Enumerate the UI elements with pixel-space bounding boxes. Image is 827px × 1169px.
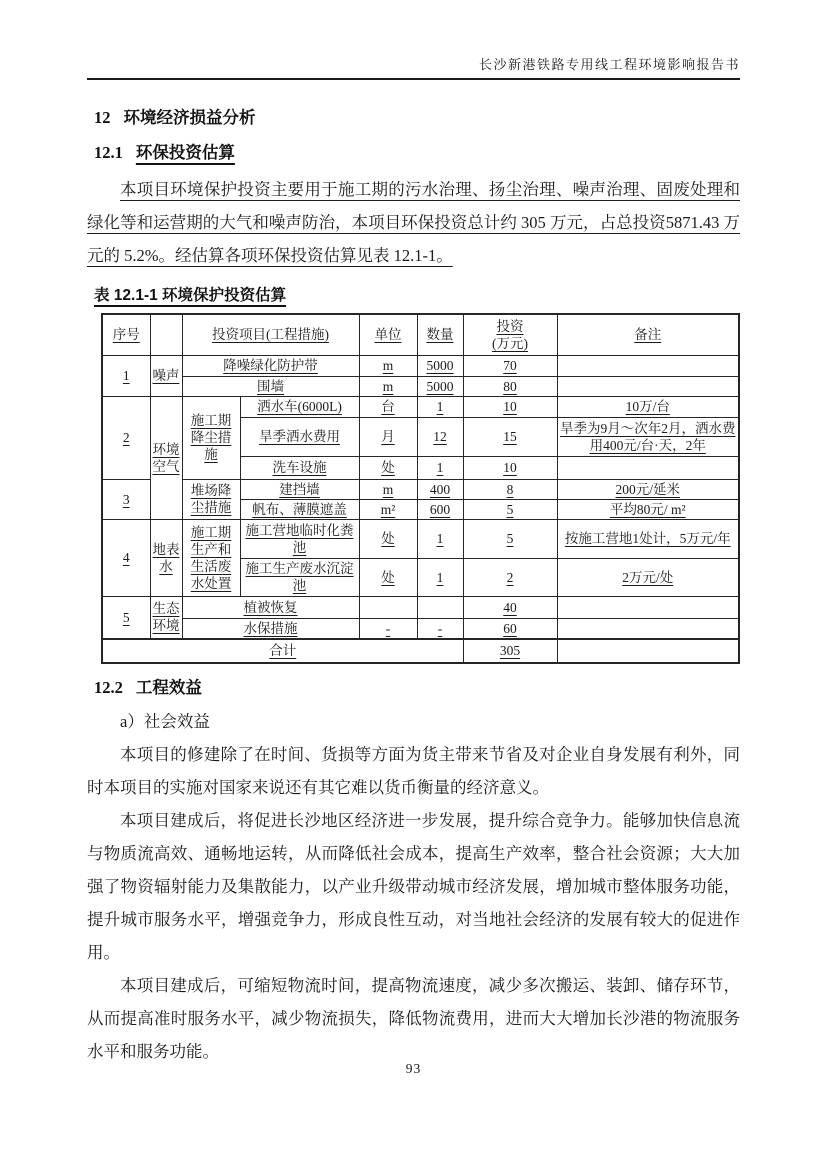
table-cell: 8 xyxy=(463,479,557,499)
table-cell: 40 xyxy=(463,596,557,618)
table-cell: 水保措施 xyxy=(182,618,359,639)
table-cell: 1 xyxy=(417,519,463,558)
table-row xyxy=(102,396,739,417)
table-cell: 5000 xyxy=(417,355,463,376)
col-header-seq: 序号 xyxy=(102,314,150,355)
col-header-investment xyxy=(463,314,557,355)
table-cell: - xyxy=(359,618,417,639)
paragraph-social-benefit-1: 本项目的修建除了在时间、货损等方面为货主带来节省及对企业自身发展有利外，同时本项目的实施对国家来说还有其它难以货币衡量的经济意义。 xyxy=(87,744,740,797)
table-cell xyxy=(557,456,739,479)
table-cell: 洗车设施 xyxy=(240,456,359,479)
section-12-heading xyxy=(94,107,740,129)
table-cell: 15 xyxy=(463,417,557,456)
section-12-title: 环境经济损益分析 xyxy=(123,109,256,127)
table-row xyxy=(102,376,739,396)
subsection-a-label: a）社会效益 xyxy=(120,711,210,731)
table-cell: 200元/延米 xyxy=(557,479,739,499)
table-cell: 1 xyxy=(417,396,463,417)
col-header-qty: 数量 xyxy=(417,314,463,355)
table-cell: 80 xyxy=(463,376,557,396)
table-cell: 5 xyxy=(463,499,557,519)
table-cell xyxy=(557,355,739,376)
table-cell: 处 xyxy=(359,456,417,479)
col-header-category xyxy=(150,314,182,355)
table-cell: 10 xyxy=(463,456,557,479)
table-cell: 植被恢复 xyxy=(182,596,359,618)
table-cell: 环境空气 xyxy=(150,396,182,519)
page-number: 93 xyxy=(405,1061,422,1076)
table-cell: 月 xyxy=(359,417,417,456)
table-cell: 噪声 xyxy=(150,355,182,396)
table-cell: 10万/台 xyxy=(557,396,739,417)
table-cell: 旱季为9月～次年2月，洒水费用400元/台·天，2年 xyxy=(557,417,739,456)
table-cell: 处 xyxy=(359,558,417,596)
table-row xyxy=(102,596,739,618)
table-cell: 台 xyxy=(359,396,417,417)
table-cell: 地表水 xyxy=(150,519,182,596)
table-cell: 施工期降尘措施 xyxy=(182,396,240,479)
paragraph-investment-summary: 本项目环境保护投资主要用于施工期的污水治理、扬尘治理、噪声治理、固废处理和绿化等和运营期的大气和噪声防治，本项目环保投资总计约 305 万元，占总投资5871.43 万元的 5.2%。经估算各项环保投资估算见表 12.1-1。 xyxy=(87,180,740,265)
table-cell: 10 xyxy=(463,396,557,417)
table-cell: 1 xyxy=(102,355,150,396)
table-cell: 平均80元/ m² xyxy=(557,499,739,519)
section-12-1-heading xyxy=(94,142,740,164)
table-cell: m xyxy=(359,479,417,499)
col-header-remark: 备注 xyxy=(557,314,739,355)
table-header-row xyxy=(102,314,739,355)
table-total-row xyxy=(102,639,739,663)
table-cell: 1 xyxy=(417,558,463,596)
table-cell: 堆场降尘措施 xyxy=(182,479,240,519)
table-caption: 表 12.1-1 环境保护投资估算 xyxy=(94,287,287,304)
section-12-2-heading xyxy=(94,677,740,699)
table-cell: 2 xyxy=(463,558,557,596)
table-total-investment: 305 xyxy=(463,639,557,663)
paragraph-social-benefit-3: 本项目建成后，可缩短物流时间，提高物流速度，减少多次搬运、装卸、储存环节，从而提高准时服务水平，减少物流损失，降低物流费用，进而大大增加长沙港的物流服务水平和服务功能。 xyxy=(87,975,740,1061)
section-12-1-number: 12.1 xyxy=(94,143,123,162)
table-cell: 洒水车(6000L) xyxy=(240,396,359,417)
table-cell xyxy=(557,618,739,639)
table-cell: 600 xyxy=(417,499,463,519)
table-cell: 2万元/处 xyxy=(557,558,739,596)
col-header-unit: 单位 xyxy=(359,314,417,355)
section-12-2-number: 12.2 xyxy=(94,677,123,697)
col-header-item: 投资项目(工程措施) xyxy=(182,314,359,355)
table-cell: 4 xyxy=(102,519,150,596)
section-12-1-title: 环保投资估算 xyxy=(135,144,235,162)
table-total-label: 合计 xyxy=(102,639,463,663)
table-cell xyxy=(359,596,417,618)
table-cell xyxy=(417,596,463,618)
table-cell: 按施工营地1处计，5万元/年 xyxy=(557,519,739,558)
table-cell: 降噪绿化防护带 xyxy=(182,355,359,376)
table-cell: 400 xyxy=(417,479,463,499)
section-12-2-title: 工程效益 xyxy=(135,678,202,697)
table-cell xyxy=(557,376,739,396)
table-row xyxy=(102,355,739,376)
table-cell: 1 xyxy=(417,456,463,479)
table-cell: 2 xyxy=(102,396,150,479)
table-cell: 3 xyxy=(102,479,150,519)
table-cell: 围墙 xyxy=(182,376,359,396)
paragraph-social-benefit-2: 本项目建成后，将促进长沙地区经济进一步发展，提升综合竞争力。能够加快信息流与物质流高效、通畅地运转，从而降低社会成本，提高生产效率，整合社会资源；大大加强了物资辐射能力及集散能力，以产业升级带动城市经济发展，增加城市整体服务功能，提升城市服务水平，增强竞争力，形成良性互动，对当地社会经济的发展有较大的促进作用。 xyxy=(87,810,740,962)
table-cell: 旱季洒水费用 xyxy=(240,417,359,456)
table-cell: m xyxy=(359,355,417,376)
table-cell: 70 xyxy=(463,355,557,376)
table-cell: 12 xyxy=(417,417,463,456)
table-cell: m xyxy=(359,376,417,396)
table-row xyxy=(102,479,739,499)
table-cell: 施工生产废水沉淀池 xyxy=(240,558,359,596)
table-cell: 生态环境 xyxy=(150,596,182,639)
table-cell xyxy=(557,596,739,618)
col-header-investment-line1: 投资 xyxy=(496,318,524,334)
document-header: 长沙新港铁路专用线工程环境影响报告书 xyxy=(478,57,740,72)
table-row xyxy=(102,618,739,639)
table-cell: 5 xyxy=(463,519,557,558)
table-cell: 60 xyxy=(463,618,557,639)
table-cell: 帆布、薄膜遮盖 xyxy=(240,499,359,519)
section-12-number: 12 xyxy=(94,108,111,127)
table-cell: 5 xyxy=(102,596,150,639)
table-cell: 施工期生产和生活废水处置 xyxy=(182,519,240,596)
table-cell: m² xyxy=(359,499,417,519)
table-cell: - xyxy=(417,618,463,639)
table-cell xyxy=(557,639,739,663)
col-header-investment-line2: (万元) xyxy=(492,335,528,351)
table-cell: 建挡墙 xyxy=(240,479,359,499)
table-cell: 施工营地临时化粪池 xyxy=(240,519,359,558)
table-cell: 处 xyxy=(359,519,417,558)
header-rule xyxy=(87,78,740,80)
table-row xyxy=(102,519,739,558)
table-cell: 5000 xyxy=(417,376,463,396)
investment-table xyxy=(101,313,740,664)
